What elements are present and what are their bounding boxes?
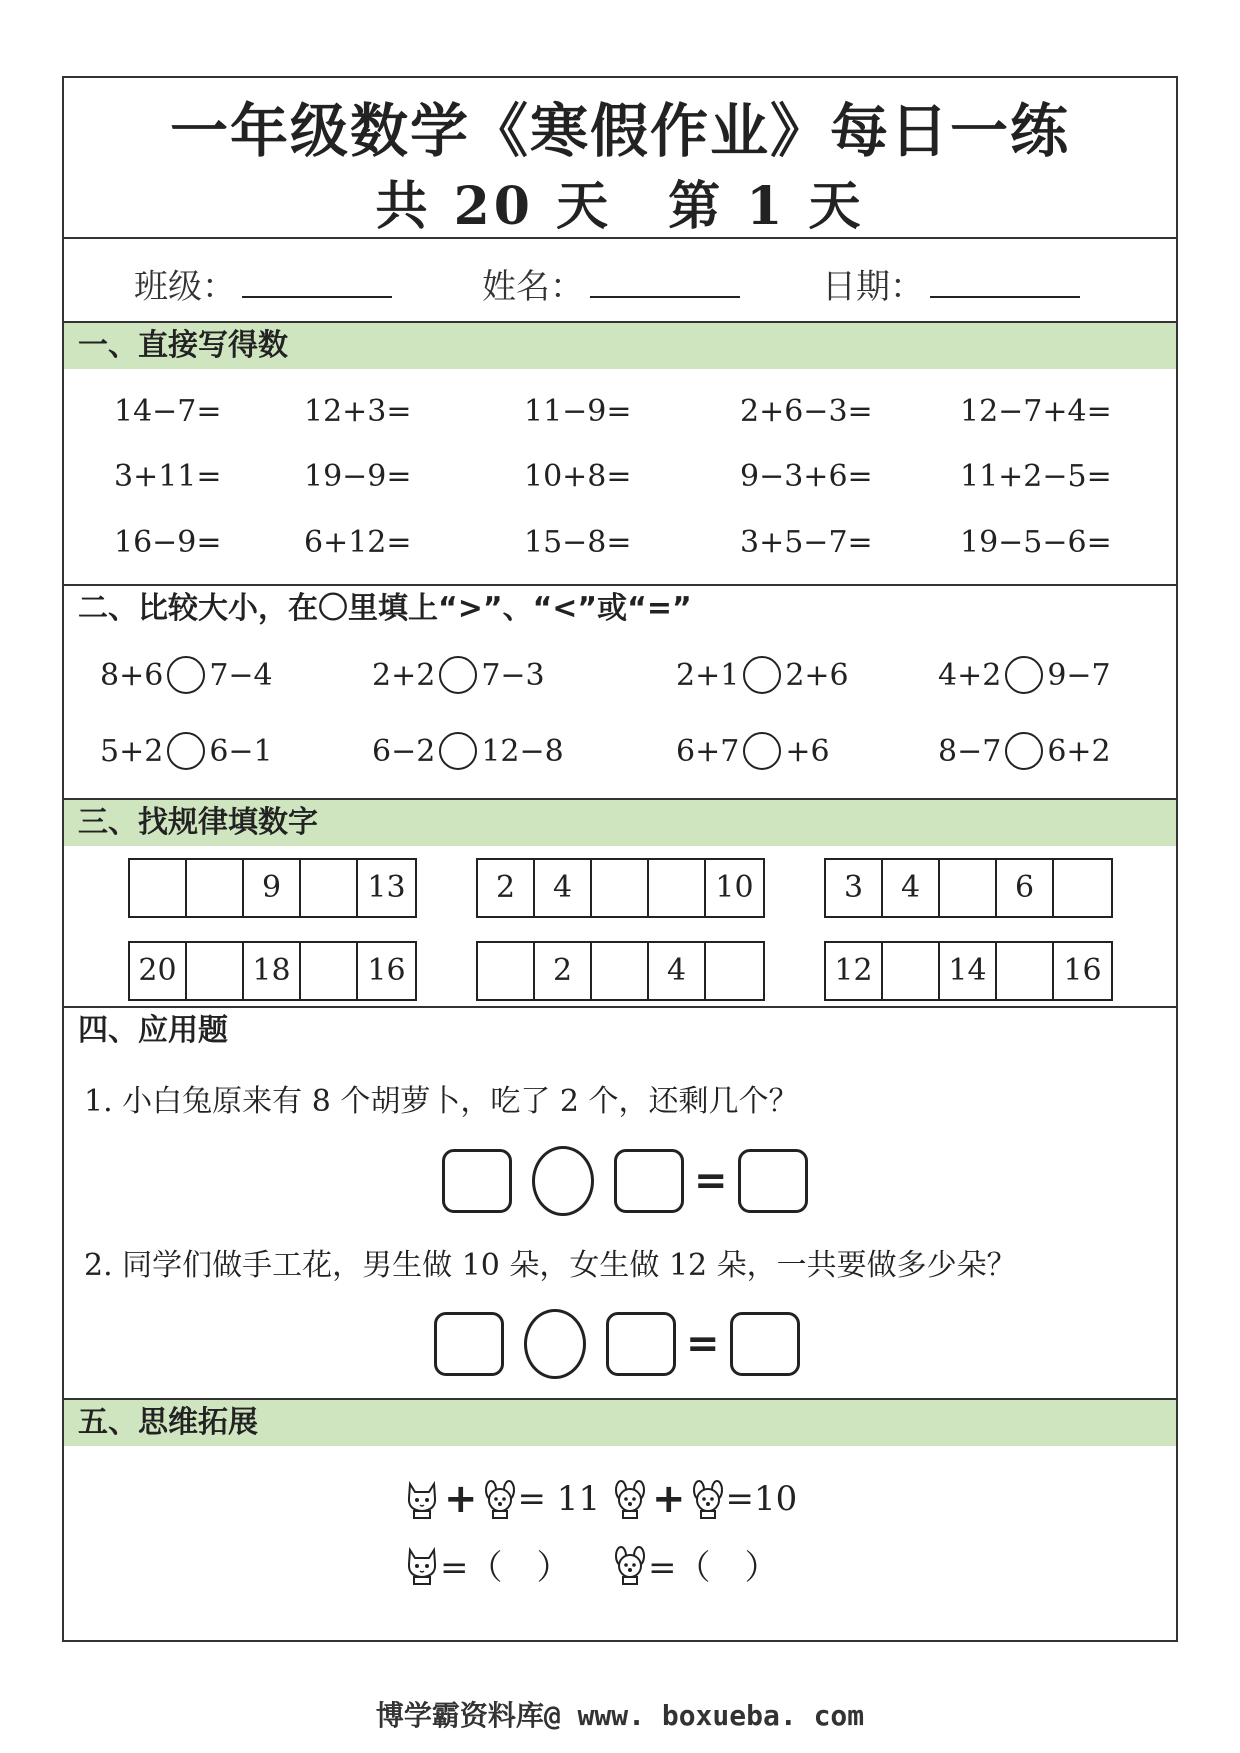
section1-heading: 一、直接写得数: [64, 323, 1176, 369]
sequence-cell[interactable]: [1054, 860, 1111, 916]
comparison-item: [676, 732, 830, 770]
operator-circle[interactable]: [532, 1146, 594, 1216]
sequence-cell[interactable]: 9: [244, 860, 301, 916]
arithmetic-question[interactable]: 12−7+4=: [960, 394, 1112, 429]
compare-right: 6+2: [1047, 733, 1111, 769]
puzzle-equation-1: [404, 1476, 600, 1522]
sequence-cell[interactable]: 4: [535, 860, 592, 916]
arithmetic-question[interactable]: 19−5−6=: [960, 525, 1112, 560]
arithmetic-question[interactable]: 10+8=: [524, 459, 632, 494]
date-blank[interactable]: [930, 266, 1080, 298]
number-sequence: [128, 941, 417, 1001]
cat-icon: [404, 1544, 440, 1586]
sequence-cell[interactable]: [883, 943, 940, 999]
arithmetic-question[interactable]: 3+5−7=: [740, 525, 873, 560]
operator-circle[interactable]: [524, 1309, 586, 1379]
sequence-cell[interactable]: [301, 943, 358, 999]
puzzle-equation-2: [612, 1476, 797, 1522]
comparison-item: [100, 732, 273, 770]
arithmetic-question[interactable]: 15−8=: [524, 525, 632, 560]
sequence-cell[interactable]: 4: [883, 860, 940, 916]
sequence-cell[interactable]: [130, 860, 187, 916]
arithmetic-question[interactable]: 3+11=: [114, 459, 222, 494]
class-label: 班级：: [134, 267, 236, 307]
compare-right: 7−3: [481, 657, 545, 693]
section4-heading: 四、应用题: [78, 1013, 228, 1048]
section2-heading: 二、比较大小，在〇里填上“>”、“<”或“=”: [78, 591, 692, 626]
sequence-cell[interactable]: 2: [478, 860, 535, 916]
sequence-cell[interactable]: 3: [826, 860, 883, 916]
arithmetic-question[interactable]: 12+3=: [304, 394, 412, 429]
arithmetic-question[interactable]: 11−9=: [524, 394, 632, 429]
compare-circle[interactable]: [167, 732, 205, 770]
comparison-item: [100, 656, 273, 694]
answer-box[interactable]: [730, 1312, 800, 1376]
name-field[interactable]: [482, 259, 740, 308]
question-2: 2. 同学们做手工花，男生做 10 朵，女生做 12 朵，一共要做多少朵？: [84, 1248, 1017, 1283]
dog-answer-blank[interactable]: =（ ）: [648, 1548, 779, 1588]
sequence-cell[interactable]: [649, 860, 706, 916]
compare-right: 7−4: [209, 657, 273, 693]
answer-box[interactable]: [738, 1149, 808, 1213]
arithmetic-question[interactable]: 6+12=: [304, 525, 412, 560]
arithmetic-question[interactable]: 19−9=: [304, 459, 412, 494]
equation-1: [442, 1146, 808, 1216]
answer-box[interactable]: [434, 1312, 504, 1376]
compare-circle[interactable]: [439, 732, 477, 770]
sequence-cell[interactable]: 16: [367, 953, 406, 988]
dog-icon: [482, 1478, 518, 1520]
section3-heading: 三、找规律填数字: [64, 800, 1176, 846]
sequence-cell[interactable]: [592, 943, 649, 999]
number-sequence: [128, 858, 417, 918]
arithmetic-question[interactable]: 9−3+6=: [740, 459, 873, 494]
sequence-cell[interactable]: 18: [244, 943, 301, 999]
dog-icon: [612, 1478, 648, 1520]
compare-right: +6: [785, 733, 830, 769]
sequence-cell[interactable]: 16: [1063, 953, 1102, 988]
sequence-cell[interactable]: [997, 943, 1054, 999]
footer-watermark: 博学霸资料库@ www. boxueba. com: [375, 1699, 865, 1732]
compare-left: 8+6: [100, 657, 164, 693]
page-title: 一年级数学《寒假作业》每日一练: [169, 97, 1070, 165]
compare-right: 12−8: [481, 733, 564, 769]
arithmetic-question[interactable]: 11+2−5=: [960, 459, 1112, 494]
compare-circle[interactable]: [1005, 656, 1043, 694]
compare-right: 2+6: [785, 657, 849, 693]
comparison-item: [372, 656, 545, 694]
name-blank[interactable]: [590, 266, 740, 298]
equation-2: [434, 1309, 800, 1379]
section5-heading: 五、思维拓展: [64, 1400, 1176, 1446]
sequence-cell[interactable]: 10: [715, 870, 754, 905]
sequence-cell[interactable]: 14: [940, 943, 997, 999]
cat-answer-blank[interactable]: =（ ）: [440, 1548, 571, 1588]
compare-left: 5+2: [100, 733, 164, 769]
sequence-cell[interactable]: [187, 860, 244, 916]
equals-sign: =: [686, 1321, 720, 1367]
sequence-cell[interactable]: [940, 860, 997, 916]
sequence-cell[interactable]: 13: [367, 870, 406, 905]
answer-box[interactable]: [606, 1312, 676, 1376]
sequence-cell[interactable]: 2: [535, 943, 592, 999]
compare-left: 2+2: [372, 657, 436, 693]
date-field[interactable]: [822, 259, 1080, 308]
comparison-item: [938, 732, 1111, 770]
answer-box[interactable]: [442, 1149, 512, 1213]
sequence-cell[interactable]: [478, 943, 535, 999]
arithmetic-question[interactable]: 16−9=: [114, 525, 222, 560]
sequence-cell[interactable]: [187, 943, 244, 999]
sequence-cell[interactable]: [592, 860, 649, 916]
title-box: [64, 78, 1176, 239]
number-sequence: [824, 941, 1113, 1001]
page-subtitle: 共 20 天 第 1 天: [375, 176, 865, 237]
sequence-cell[interactable]: [301, 860, 358, 916]
compare-left: 6−2: [372, 733, 436, 769]
info-row: [64, 237, 1176, 321]
compare-right: 6−1: [209, 733, 273, 769]
plus-sign: +: [652, 1476, 686, 1522]
class-blank[interactable]: [242, 266, 392, 298]
compare-left: 6+7: [676, 733, 740, 769]
dog-icon: [690, 1478, 726, 1520]
number-sequence: [476, 858, 765, 918]
sequence-cell[interactable]: 12: [826, 943, 883, 999]
worksheet: [62, 76, 1178, 1642]
number-sequence: [476, 941, 765, 1001]
comparison-item: [938, 656, 1111, 694]
dog-icon: [612, 1544, 648, 1586]
equals-sign: =: [694, 1158, 728, 1204]
compare-left: 2+1: [676, 657, 740, 693]
compare-circle[interactable]: [743, 732, 781, 770]
answer-box[interactable]: [614, 1149, 684, 1213]
puzzle-result-1: = 11: [517, 1479, 601, 1519]
comparison-item: [676, 656, 849, 694]
compare-left: 4+2: [938, 657, 1002, 693]
compare-right: 9−7: [1047, 657, 1111, 693]
name-label: 姓名：: [482, 267, 584, 307]
cat-icon: [404, 1478, 440, 1520]
number-sequence: [824, 858, 1113, 918]
sequence-cell[interactable]: 4: [649, 943, 706, 999]
compare-circle[interactable]: [167, 656, 205, 694]
plus-sign: +: [444, 1476, 478, 1522]
puzzle-answer-dog[interactable]: [612, 1540, 779, 1589]
comparison-item: [372, 732, 564, 770]
compare-circle[interactable]: [743, 656, 781, 694]
compare-circle[interactable]: [1005, 732, 1043, 770]
puzzle-answer-cat[interactable]: [404, 1540, 571, 1589]
sequence-cell[interactable]: [706, 943, 763, 999]
sequence-cell[interactable]: 20: [130, 943, 187, 999]
compare-left: 8−7: [938, 733, 1002, 769]
compare-circle[interactable]: [439, 656, 477, 694]
arithmetic-question[interactable]: 2+6−3=: [740, 394, 873, 429]
sequence-cell[interactable]: 6: [997, 860, 1054, 916]
puzzle-result-2: =10: [725, 1479, 798, 1519]
date-label: 日期：: [822, 267, 924, 307]
question-1: 1. 小白兔原来有 8 个胡萝卜，吃了 2 个，还剩几个？: [84, 1084, 799, 1119]
arithmetic-question[interactable]: 14−7=: [114, 394, 222, 429]
class-field[interactable]: [134, 259, 392, 308]
